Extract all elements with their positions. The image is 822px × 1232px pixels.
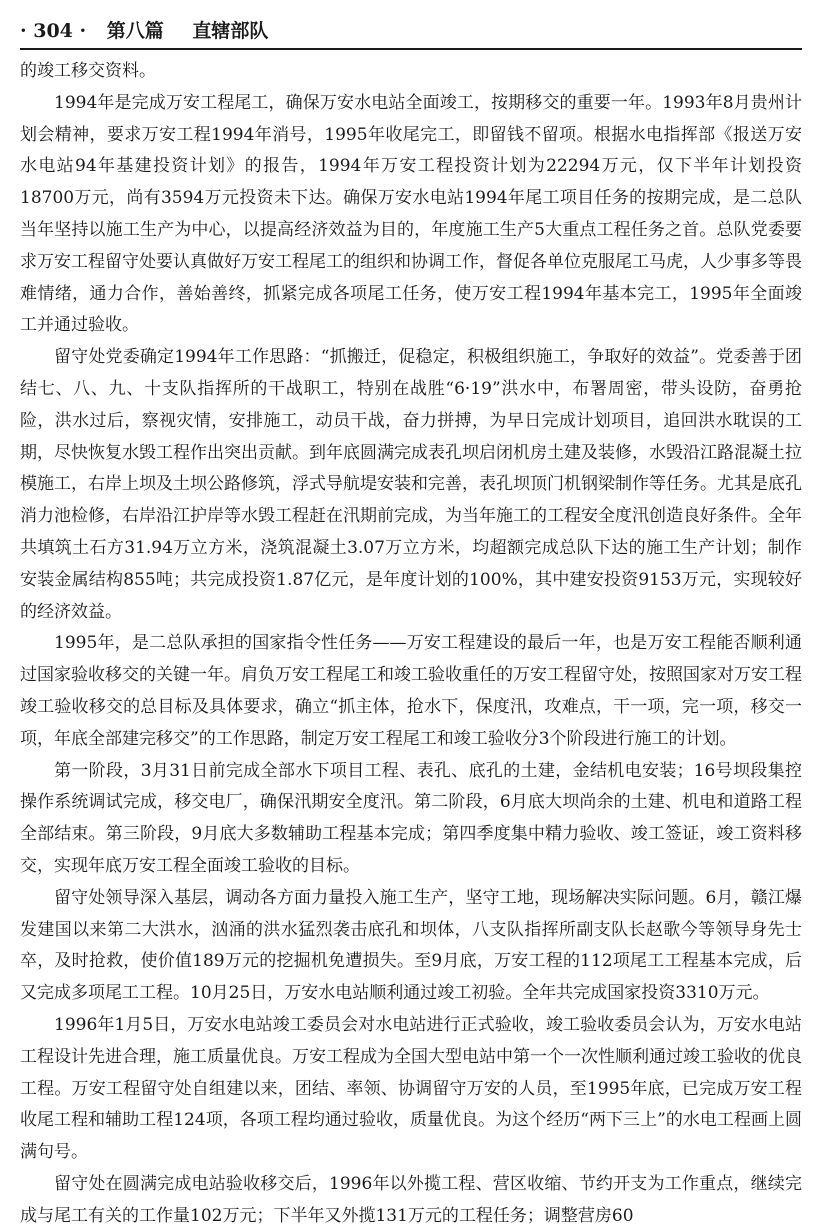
paragraph: 留守处党委确定1994年工作思路：“抓搬迁，促稳定，积极组织施工，争取好的效益”。党委善于团结七、八、九、十支队指挥所的干战职工，特别在战胜“6·19”洪水中，布署周密，带头设防，奋勇抢险，洪水过后，察视灾情，安排施工，动员干战，奋力拼搏，为早日完成计划项目，追回洪水耽误的工期，尽快恢复水毁工程作出突出贡献。到年底圆满完成表孔坝启闭机房土建及装修，水毁沿江路混凝土拉模施工，右岸上坝及土坝公路修筑，浮式导航堤安装和完善，表孔坝顶门机钢梁制作等任务。尤其是底孔消力池检修，右岸沿江护岸等水毁工程赶在汛期前完成，为当年施工的工程安全度汛创造良好条件。全年共填筑土石方31.94万立方米，浇筑混凝土3.07万立方米，均超额完成总队下达的施工生产计划；制作安装金属结构855吨；共完成投资1.87亿元，是年度计划的100%，其中建安投资9153万元，实现较好的经济效益。 bbox=[20, 347, 802, 622]
paragraph: 第一阶段，3月31日前完成全部水下项目工程、表孔、底孔的土建，金结机电安装；16号坝段集控操作系统调试完成，移交电厂，确保汛期安全度汛。第二阶段，6月底大坝尚余的土建、机电和道路工程全部结束。第三阶段，9月底大多数辅助工程基本完成；第四季度集中精力验收、竣工签证，竣工资料移交，实现年底万安工程全面竣工验收的目标。 bbox=[20, 760, 802, 876]
paragraph: 留守处在圆满完成电站验收移交后，1996年以外揽工程、营区收缩、节约开支为工作重点，继续完成与尾工有关的工作量102万元；下半年又外揽131万元的工程任务；调整营房60 bbox=[20, 1173, 802, 1226]
page-number: · 304 · bbox=[20, 20, 87, 42]
paragraph: 1996年1月5日，万安水电站竣工委员会对水电站进行正式验收，竣工验收委员会认为，万安水电站工程设计先进合理，施工质量优良。万安工程成为全国大型电站中第一个一次性顺利通过竣工验收的优良工程。万安工程留守处自组建以来，团结、率领、协调留守万安的人员，至1995年底，已完成万安工程收尾工程和辅助工程124项，各项工程均通过验收，质量优良。为这个经历“两下三上”的水电工程画上圆满句号。 bbox=[20, 1014, 802, 1163]
paragraph-continuation: 的竣工移交资料。 bbox=[20, 61, 156, 81]
paragraph: 1995年，是二总队承担的国家指令性任务——万安工程建设的最后一年，也是万安工程能否顺利通过国家验收移交的关键一年。肩负万安工程尾工和竣工验收重任的万安工程留守处，按照国家对万安工程竣工验收移交的总目标及具体要求，确立“抓主体，抢水下，保度汛，攻难点，干一项，完一项，移交一项，年底全部建完移交”的工作思路，制定万安工程尾工和竣工验收分3个阶段进行施工的计划。 bbox=[20, 633, 802, 749]
body-text bbox=[20, 56, 802, 1232]
document-page bbox=[20, 0, 802, 1226]
section-title: 直辖部队 bbox=[192, 20, 269, 42]
paragraph: 1994年是完成万安工程尾工，确保万安水电站全面竣工，按期移交的重要一年。1993年8月贵州计划会精神，要求万安工程1994年消号，1995年收尾完工，即留钱不留项。根据水电指挥部《报送万安水电站94年基建投资计划》的报告，1994年万安工程投资计划为22294万元，仅下半年计划投资18700万元，尚有3594万元投资未下达。确保万安水电站1994年尾工项目任务的按期完成，是二总队当年坚持以施工生产为中心，以提高经济效益为目的，年度施工生产5大重点工程任务之首。总队党委要求万安工程留守处要认真做好万安工程尾工的组织和协调工作，督促各单位克服尾工马虎，人少事多等畏难情绪，通力合作，善始善终，抓紧完成各项尾工任务，使万安工程1994年基本完工，1995年全面竣工并通过验收。 bbox=[20, 92, 802, 336]
page-header bbox=[20, 14, 802, 50]
paragraph: 留守处领导深入基层，调动各方面力量投入施工生产，坚守工地，现场解决实际问题。6月，赣江爆发建国以来第二大洪水，汹涌的洪水猛烈袭击底孔和坝体，八支队指挥所副支队长赵歌今等领导身先士卒，及时抢救，使价值189万元的挖掘机免遭损失。至9月底，万安工程的112项尾工工程基本完成，后又完成多项尾工工程。10月25日，万安水电站顺利通过竣工初验。全年共完成国家投资3310万元。 bbox=[20, 887, 802, 1004]
part-title: 第八篇 bbox=[106, 20, 164, 42]
